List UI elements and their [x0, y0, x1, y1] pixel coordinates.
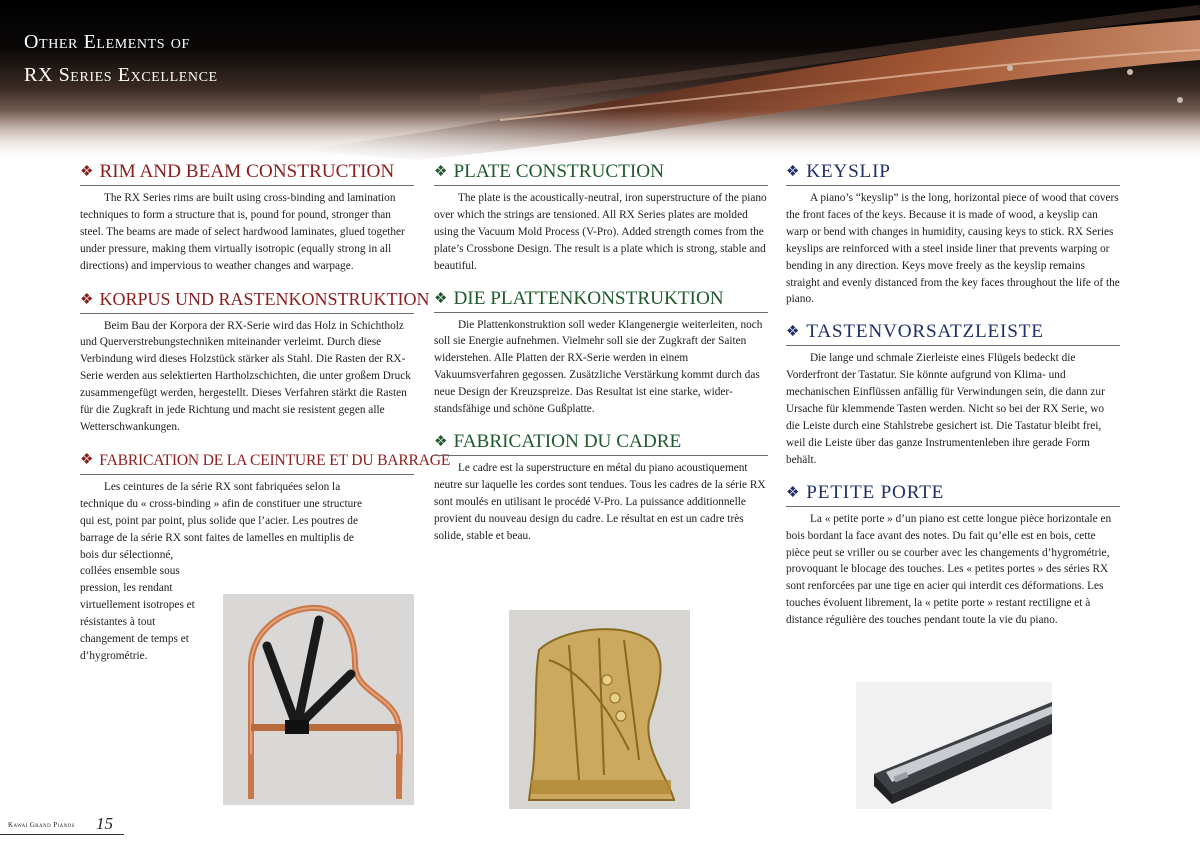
column-left: [80, 160, 451, 665]
section-body: Die lange und schmale Zierleiste eines Flügels bedeckt die Vorderfront der Tastatur. Sie könnte aufgrund von Klima- und mechanischen Einflüssen anfällig für Verwindungen sein, die dann zur Ursache für klemmende Tasten werden. Nicht so bei der RX Serie, wo die Leiste durch eine Stahlstrebe gesichert ist. Die Tastatur bleibt frei, weil die Leiste über das ganze Instrumentenleben ihre gerade Form behält.: [786, 352, 1105, 466]
section-tastenvorsatzleiste: [786, 320, 1120, 468]
section-body: Le cadre est la superstructure en métal du piano acoustiquement neutre sur laquelle les cordes sont tendues. Tous les cadres de la série RX sont moulés en utilisant le procédé V-Pro. La puissance additionnelle provient du nouveau design du cadre. Le résultat en est un cadre très solide, stable et beau.: [434, 461, 766, 542]
section-heading: ❖ KEYSLIP: [786, 160, 1120, 186]
section-body: The RX Series rims are built using cross-binding and lamination techniques to form a structure that is, pound for pound, stronger than steel. The beams are made of select hardwood laminates, glued together under pressure, making them virtually isotropic (equally strong in all directions) and impervious to weather changes and warpage.: [80, 192, 405, 272]
page-title-line2: RX Series Excellence: [24, 64, 218, 86]
body-line: virtuellement isotropes et: [80, 599, 195, 612]
section-heading: ❖ RIM AND BEAM CONSTRUCTION: [80, 160, 414, 186]
body-line: technique du « cross-binding » afin de constituer une structure: [80, 497, 363, 510]
section-body: Beim Bau der Korpora der RX-Serie wird das Holz in Schichtholz und Querverstrebungstechniken miteinander verleimt. Durch diese Verbindung wird dieses Holzstück stärker als Stahl. Die Rasten der RX-Serie werden aus selektierten Hartholzschichten, die unter großem Druck zusammengefügt werden, hergestellt. Dieses Verfahren stärkt die Rasten für die Zugkraft in jede Richtung und macht sie resistent gegen alle Wetterschwankungen.: [80, 319, 411, 433]
piano-plate-photo: [509, 610, 690, 809]
page-number: 15: [96, 814, 113, 833]
bullet-diamond-icon: ❖: [434, 433, 448, 450]
section-heading: ❖ TASTENVORSATZLEISTE: [786, 320, 1120, 346]
section-korpus: [80, 287, 430, 436]
body-line: collées ensemble sous: [80, 565, 180, 578]
section-heading: ❖ DIE PLATTENKONSTRUKTION: [434, 287, 768, 313]
bullet-diamond-icon: ❖: [80, 164, 94, 180]
section-heading: ❖ FABRICATION DU CADRE: [434, 430, 768, 456]
bullet-diamond-icon: ❖: [434, 164, 448, 180]
section-heading: ❖ PETITE PORTE: [786, 481, 1120, 507]
section-heading: ❖ PLATE CONSTRUCTION: [434, 160, 768, 186]
section-body: Die Plattenkonstruktion soll weder Klangenergie weiterleiten, noch soll sie Energie aufnehmen. Vielmehr soll sie der Zugkraft der Saiten widerstehen. Alle Platten der RX-Serie werden in einem Vakuumsverfahren gegossen. Zusätzliche Verstärkung kommt durch das neue Design der Kreuzspreize. Das Resultat ist eine starke, wider-standsfähige und schöne Gußplatte.: [434, 318, 763, 416]
section-body: The plate is the acoustically-neutral, iron superstructure of the piano over which the strings are tensioned. All RX Series plates are molded using the Vacuum Mold Process (V-Pro). Added strength comes from the plate’s Crossbone Design. The result is a plate which is strong, stable and beautiful.: [434, 192, 767, 272]
body-line: barrage de la série RX sont faites de lamelles en multiplis de: [80, 531, 354, 544]
keyslip-photo: [856, 682, 1052, 809]
section-heading: ❖ KORPUS UND RASTENKONSTRUKTION: [80, 287, 414, 314]
bullet-diamond-icon: ❖: [434, 290, 448, 307]
rim-beam-frame-photo: [223, 594, 414, 805]
page-title-line1: Other Elements of: [24, 31, 190, 53]
column-right: [786, 160, 1120, 629]
section-plate-construction: [434, 160, 768, 275]
section-plattenkonstruktion: [434, 287, 768, 418]
section-petite-porte: [786, 481, 1120, 629]
bullet-diamond-icon: ❖: [80, 451, 94, 468]
column-middle: [434, 160, 768, 545]
body-line: d’hygrométrie.: [80, 649, 148, 662]
bullet-diamond-icon: ❖: [80, 291, 94, 308]
body-line: changement de temps et: [80, 633, 189, 646]
bullet-diamond-icon: ❖: [786, 324, 801, 341]
body-line: résistantes à tout: [80, 616, 156, 629]
section-heading: ❖ FABRICATION DE LA CEINTURE ET DU BARRAGE: [80, 448, 414, 475]
bullet-diamond-icon: ❖: [786, 164, 801, 180]
page-title: [24, 26, 218, 92]
section-body: La « petite porte » d’un piano est cette longue pièce horizontale en bois bordant la face avant des notes. Du fait qu’elle est en bois, cette pièce peut se vriller ou se courber avec les changements d’hygrométrie, provoquant le blocage des touches. Les « petites portes » des séries RX sont renforcées par une tige en acier qui interdit ces déformations. Les touches évoluent librement, la « petite porte » restant rectiligne et à distance régulière des touches pendant toute la vie du piano.: [786, 512, 1112, 627]
section-rim-and-beam: [80, 160, 414, 275]
section-fabrication-cadre: [434, 430, 768, 545]
bullet-diamond-icon: ❖: [786, 484, 801, 501]
header-banner: [0, 0, 1200, 160]
section-keyslip: [786, 160, 1120, 308]
body-line: Les ceintures de la série RX sont fabriquées selon la: [104, 480, 341, 493]
body-line: qui est, point par point, plus solide que l’acier. Les poutres de: [80, 514, 358, 527]
section-body: A piano’s “keyslip” is the long, horizontal piece of wood that covers the front faces of the keys. Because it is made of wood, a keyslip can warp or bend with changes in humidity, causing keys to stick. RX Series keyslips are reinforced with a steel inside liner that prevents warping or bending in any direction. Keys move freely as the keyslip remains straight and evenly distanced from the key faces throughout the life of the piano.: [786, 192, 1120, 306]
body-line: bois dur sélectionné,: [80, 548, 174, 561]
body-line: pression, les rendant: [80, 582, 173, 595]
footer-label: Kawai Grand Pianos: [8, 821, 75, 829]
